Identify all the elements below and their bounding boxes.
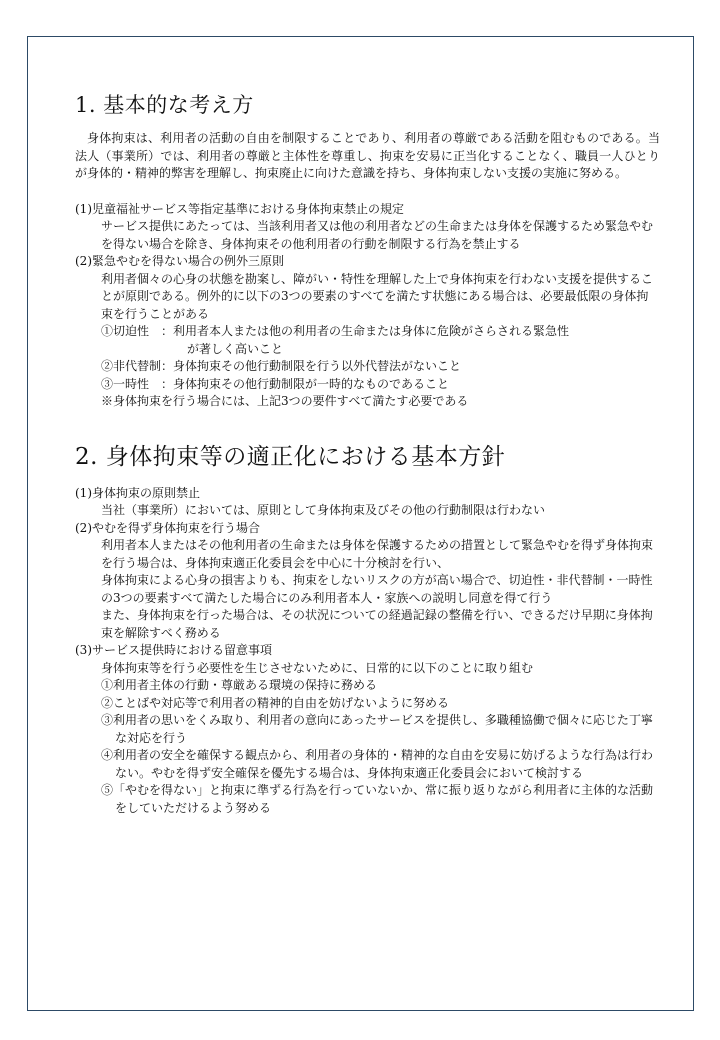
- section1-item2-heading: (2)緊急やむを得ない場合の例外三原則: [75, 254, 284, 268]
- section1-item1-body: サービス提供にあたっては、当該利用者又は他の利用者などの生命または身体を保護するため緊急やむを得ない場合を除き、身体拘束その他利用者の行動を制限する行為を禁止する: [101, 219, 654, 251]
- section1-heading: 1. 基本的な考え方: [75, 93, 254, 117]
- section2-item2-body2: 身体拘束による心身の損害よりも、拘束をしないリスクの方が高い場合で、切迫性・非代替制・一時性の3つの要素すべて満たした場合にのみ利用者本人・家族への説明し同意を得て行う: [101, 573, 653, 605]
- section1-item2-sub3: ③一時性 ：身体拘束その他行動制限が一時的なものであること: [101, 376, 450, 391]
- section2-item3-sub2: ②ことばや対応等で利用者の精神的自由を妨げないように努める: [101, 695, 450, 710]
- section2-item3-heading: (3)サービス提供時における留意事項: [75, 643, 272, 657]
- section2-item2-heading: (2)やむを得ず身体拘束を行う場合: [75, 520, 260, 535]
- section2-item2-body3: また、身体拘束を行った場合は、その状況についての経過記録の整備を行い、できるだけ早期に身体拘束を解除すべく務める: [101, 608, 653, 640]
- section1-item2-sub2: ②非代替制：身体拘束その他行動制限を行う以外代替法がないこと: [101, 359, 462, 373]
- section2-item3-sub5: ⑤「やむを得ない」と拘束に準ずる行為を行っていないか、常に振り返りながら利用者に主体的な活動をしていただけるよう努める: [101, 783, 654, 815]
- section2-item1-body: 当社（事業所）においては、原則として身体拘束及びその他の行動制限は行わない: [101, 503, 546, 517]
- section2-item3-body: 身体拘束等を行う必要性を生じさせないために、日常的に以下のことに取り組む: [101, 660, 534, 675]
- section2-item3-sub4: ④利用者の安全を確保する観点から、利用者の身体的・精神的な自由を安易に妨げるような行為は行わない。やむを得ず安全確保を優先する場合は、身体拘束適正化委員会において検討する: [101, 748, 654, 780]
- section1-item2-body: 利用者個々の心身の状態を勘案し、障がい・特性を理解した上で身体拘束を行わない支援を提供することが原則である。例外的に以下の3つの要素のすべてを満たす状態にある場合は、必要最低限の身体拘束を行うことがある: [101, 271, 654, 321]
- section2-item2-body1: 利用者本人またはその他利用者の生命または身体を保護するための措置として緊急やむを得ず身体拘束を行う場合は、身体拘束適正化委員会を中心に十分検討を行い、: [101, 538, 654, 570]
- section1-item2-sub1-cont: が著しく高いこと: [187, 341, 284, 356]
- section2-item3-sub1: ①利用者主体の行動・尊厳ある環境の保持に務める: [101, 678, 378, 692]
- section2-item3-sub3: ③利用者の思いをくみ取り、利用者の意向にあったサービスを提供し、多職種協働で個々に応じた丁寧な対応を行う: [101, 713, 653, 745]
- section2-item1-heading: (1)身体拘束の原則禁止: [75, 485, 200, 500]
- section2-heading: 2. 身体拘束等の適正化における基本方針: [75, 443, 506, 470]
- section1-item2-sub1: ①切迫性 ：利用者本人または他の利用者の生命または身体に危険がさらされる緊急性: [101, 324, 570, 338]
- section1-item1-heading: (1)児童福祉サービス等指定基準における身体拘束禁止の規定: [75, 201, 405, 216]
- section1-intro: 身体拘束は、利用者の活動の自由を制限することであり、利用者の尊厳である活動を阻むものである。当法人（事業所）では、利用者の尊厳と主体性を尊重し、拘束を安易に正当化することなく、職員一人ひとりが身体的・精神的弊害を理解し、拘束廃止に向けた意識を持ち、身体拘束しない支援の実施に努める。: [75, 131, 660, 180]
- section1-item2-note: ※身体拘束を行う場合には、上記3つの要件すべて満たす必要である: [101, 394, 469, 408]
- document-body: [75, 90, 660, 817]
